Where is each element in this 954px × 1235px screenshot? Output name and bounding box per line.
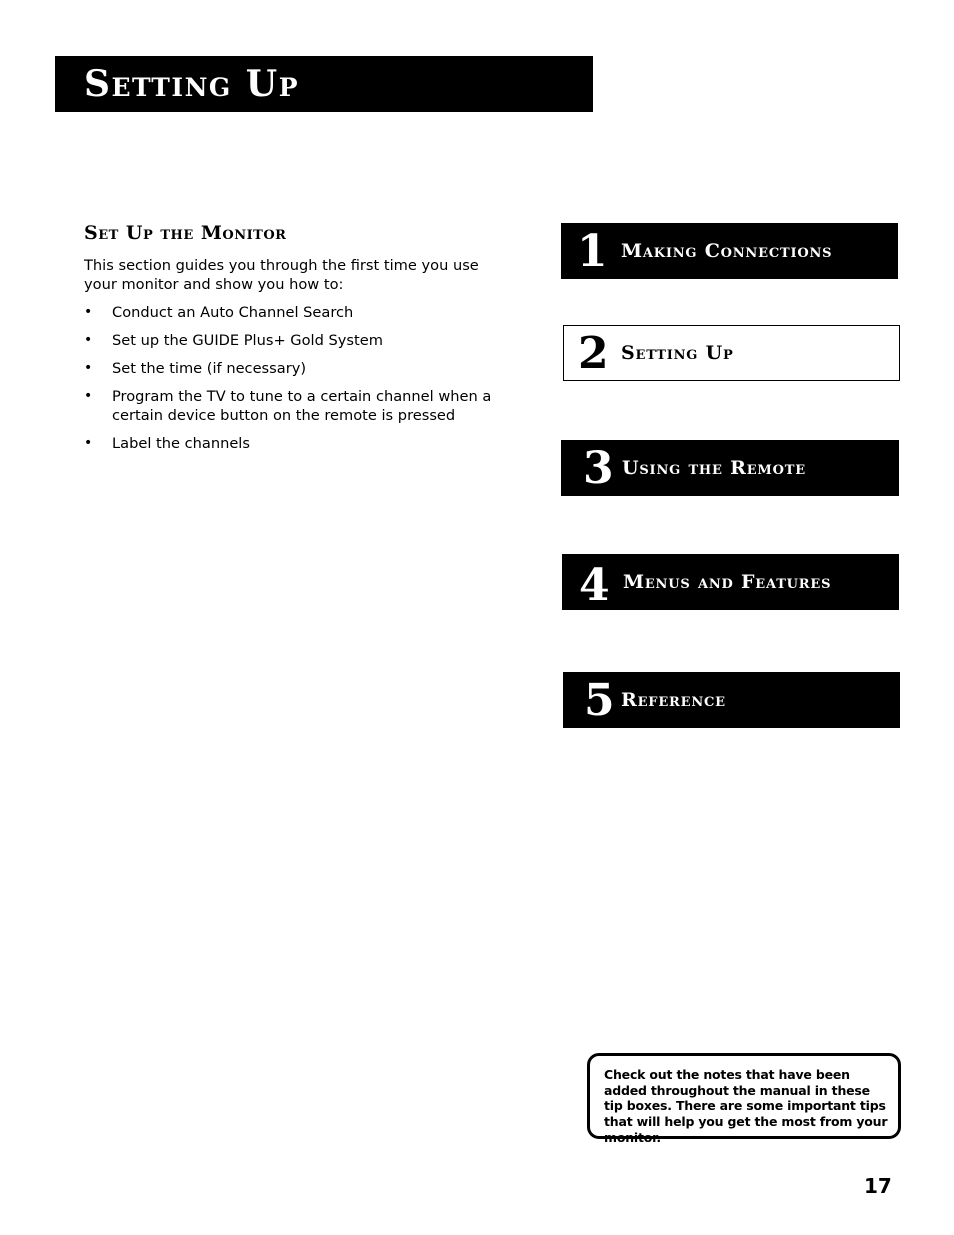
chapter-number: 3 xyxy=(583,443,614,494)
list-item-text: Set up the GUIDE Plus+ Gold System xyxy=(112,332,383,349)
bullet-icon: • xyxy=(84,360,93,376)
chapter-number: 5 xyxy=(584,675,615,726)
page-number: 17 xyxy=(864,1174,892,1198)
chapter-number: 1 xyxy=(577,226,608,277)
list-item-text: Conduct an Auto Channel Search xyxy=(112,304,354,321)
list-item-text: Program the TV to tune to a certain channel when a certain device button on the remote is pressed xyxy=(112,388,492,424)
list-item xyxy=(84,387,494,425)
section-heading: Set Up the Monitor xyxy=(84,222,287,244)
list-item xyxy=(84,303,494,322)
chapter-label: Setting Up xyxy=(621,342,734,364)
chapter-label: Using the Remote xyxy=(622,457,806,479)
section-content xyxy=(84,222,494,462)
chapter-tab-reference[interactable] xyxy=(563,672,900,728)
chapter-tab-setting-up[interactable] xyxy=(563,325,900,381)
chapter-tab-menus-and-features[interactable] xyxy=(562,554,899,610)
page-header-bar xyxy=(55,56,593,112)
tip-text: Check out the notes that have been added throughout the manual in these tip boxes. There are some important tips that will help you get the most from your monitor. xyxy=(604,1067,888,1145)
task-list xyxy=(84,303,494,453)
bullet-icon: • xyxy=(84,435,93,451)
bullet-icon: • xyxy=(84,304,93,320)
chapter-number: 2 xyxy=(578,328,609,379)
chapter-tab-using-the-remote[interactable] xyxy=(561,440,899,496)
chapter-label: Menus and Features xyxy=(623,571,832,593)
bullet-icon: • xyxy=(84,332,93,348)
bullet-icon: • xyxy=(84,388,93,404)
chapter-label: Making Connections xyxy=(621,240,833,262)
chapter-label: Reference xyxy=(621,689,726,711)
section-intro: This section guides you through the first time you use your monitor and show you how to: xyxy=(84,257,479,293)
chapter-number: 4 xyxy=(579,560,610,611)
list-item-text: Set the time (if necessary) xyxy=(112,360,307,377)
list-item xyxy=(84,331,494,350)
tip-box xyxy=(587,1053,901,1145)
chapter-tab-making-connections[interactable] xyxy=(561,223,898,279)
page-title: Setting Up xyxy=(84,63,299,105)
list-item-text: Label the channels xyxy=(112,435,250,452)
list-item xyxy=(84,359,494,378)
list-item xyxy=(84,434,494,453)
